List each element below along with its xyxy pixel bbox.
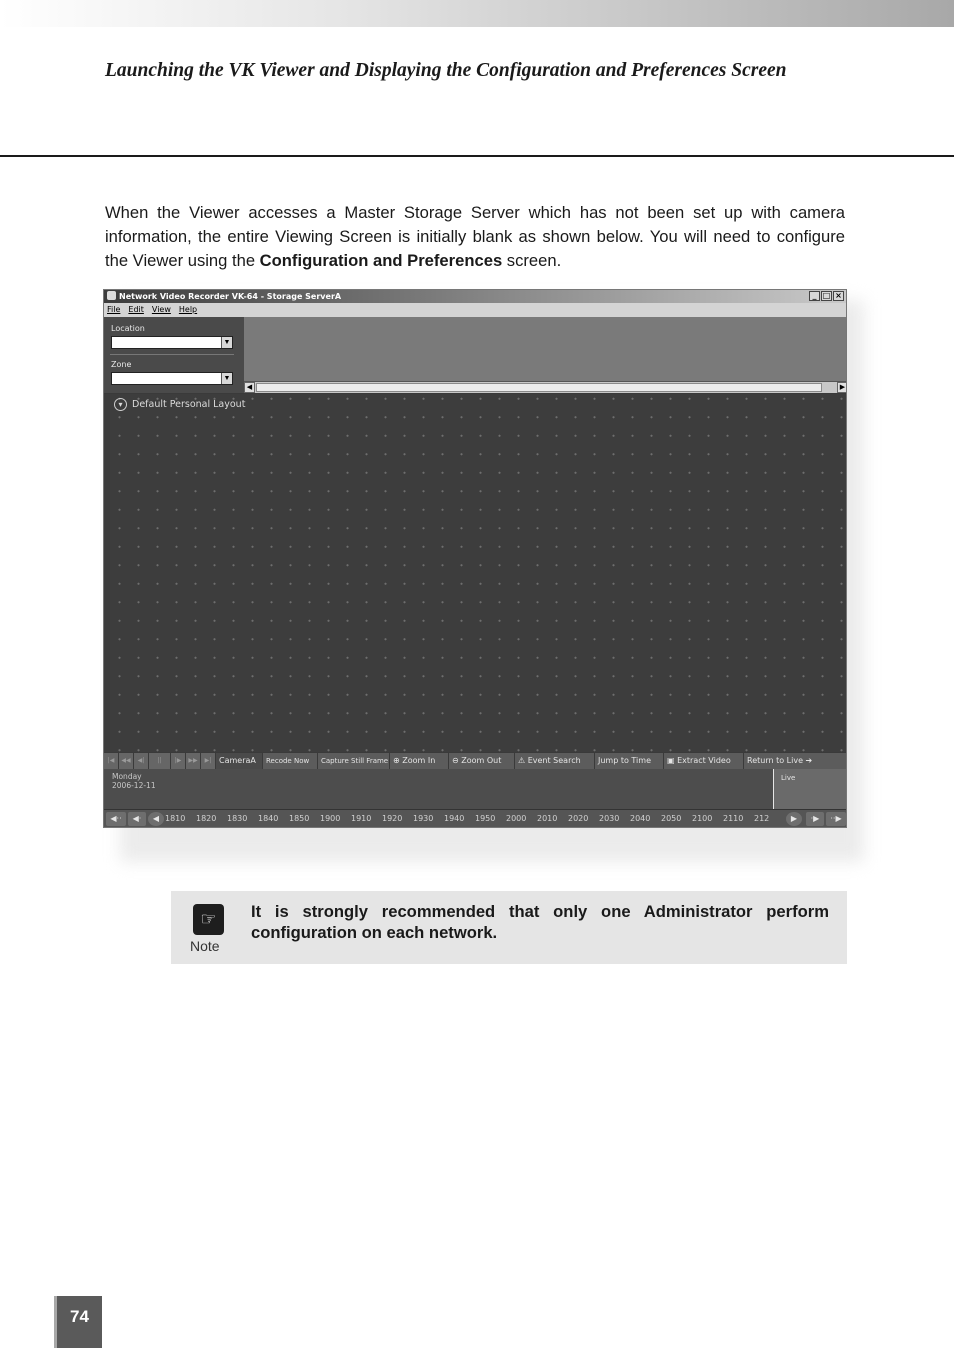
timeline-tick-label: 2100: [692, 814, 713, 823]
jump-back-far-icon[interactable]: ◀··: [106, 812, 126, 826]
note-box: [171, 891, 847, 964]
jump-forward-far-icon[interactable]: ··▶: [826, 812, 846, 826]
timeline-tick-label: 1910: [351, 814, 372, 823]
rewind-icon[interactable]: ◀◀: [119, 753, 134, 769]
location-dropdown[interactable]: [111, 336, 233, 349]
chevron-down-icon: ▼: [221, 373, 232, 384]
camera-name-field: CameraA: [216, 753, 263, 769]
timeline-cursor[interactable]: [773, 769, 774, 809]
timeline-tick-label: 2040: [630, 814, 651, 823]
top-gradient-band: [0, 0, 954, 27]
timeline-tick-label: 2020: [568, 814, 589, 823]
intro-paragraph: [105, 201, 845, 273]
window-title: Network Video Recorder VK-64 - Storage ServerA: [119, 292, 342, 301]
page-header-title: Launching the VK Viewer and Displaying the Configuration and Preferences Screen: [105, 60, 787, 81]
zoom-out-label: Zoom Out: [461, 756, 502, 765]
step-back-icon[interactable]: ◀|: [134, 753, 149, 769]
return-to-live-label: Return to Live: [747, 756, 803, 765]
timeline-ruler[interactable]: [104, 809, 847, 828]
chevron-down-icon: ▼: [221, 337, 232, 348]
camera-app-icon: [107, 291, 116, 300]
collapse-icon[interactable]: ▾: [114, 398, 127, 411]
control-bar: [104, 753, 847, 769]
zone-dropdown[interactable]: [111, 372, 233, 385]
capture-still-frame-button[interactable]: Capture Still Frame: [318, 753, 390, 769]
video-layout-area[interactable]: [104, 394, 847, 752]
timeline-tick-label: 1810: [165, 814, 186, 823]
menu-file[interactable]: File: [107, 305, 121, 314]
close-button[interactable]: ×: [833, 291, 844, 301]
menu-help[interactable]: Help: [178, 305, 198, 314]
timeline-tick-label: 2010: [537, 814, 558, 823]
save-icon: ▣: [667, 756, 678, 765]
zoom-out-icon: ⊖: [452, 756, 462, 765]
timeline-tick-label: 1840: [258, 814, 279, 823]
timeline-tick-label: 1920: [382, 814, 403, 823]
viewer-screenshot: [103, 289, 847, 828]
timeline-tick-label: 2110: [723, 814, 744, 823]
maximize-button[interactable]: □: [822, 291, 831, 300]
location-label: Location: [111, 324, 145, 333]
horizontal-scrollbar[interactable]: [244, 381, 847, 393]
scroll-right-icon[interactable]: ▶: [837, 382, 847, 393]
timeline-tick-label: 1950: [475, 814, 496, 823]
window-buttons: [809, 291, 844, 301]
jump-forward-icon[interactable]: ·▶: [806, 812, 824, 826]
zoom-in-button[interactable]: [390, 753, 449, 769]
extract-video-label: Extract Video: [677, 756, 731, 765]
camera-list-area: [244, 317, 847, 381]
header-divider: [0, 155, 954, 157]
layout-title: Default Personal Layout: [132, 399, 246, 410]
timeline-tick-label: 212: [754, 814, 770, 823]
intro-bold-term: Configuration and Preferences: [259, 251, 503, 270]
scroll-left-icon[interactable]: ◀: [244, 382, 255, 393]
extract-video-button[interactable]: [664, 753, 744, 769]
zoom-out-button[interactable]: [449, 753, 515, 769]
location-zone-panel: [104, 317, 244, 393]
jump-to-time-button[interactable]: Jump to Time: [595, 753, 664, 769]
timeline-day: Monday: [112, 772, 142, 781]
step-forward-icon[interactable]: |▶: [171, 753, 186, 769]
alert-icon: ⚠: [518, 756, 528, 765]
skip-end-icon[interactable]: ▶|: [201, 753, 216, 769]
timeline-tick-label: 1930: [413, 814, 434, 823]
event-search-button[interactable]: [515, 753, 595, 769]
timeline-tick-label: 1850: [289, 814, 310, 823]
page-number: 74: [54, 1296, 102, 1348]
timeline-tick-label: 2050: [661, 814, 682, 823]
note-text: It is strongly recommended that only one Administrator perform configuration on each network.: [251, 902, 829, 942]
note-label: Note: [190, 938, 220, 954]
timeline-tick-label: 2030: [599, 814, 620, 823]
timeline-date: [112, 772, 156, 790]
pause-icon[interactable]: ||: [149, 753, 171, 769]
step-forward-time-icon[interactable]: ▶: [786, 812, 802, 826]
event-search-label: Event Search: [527, 756, 581, 765]
zone-label: Zone: [111, 360, 132, 369]
timeline-tick-label: 2000: [506, 814, 527, 823]
scrollbar-thumb[interactable]: [256, 383, 822, 392]
minimize-button[interactable]: _: [809, 291, 820, 301]
pointing-hand-icon: ☞: [193, 904, 224, 935]
zoom-in-label: Zoom In: [402, 756, 436, 765]
timeline-tick-label: 1900: [320, 814, 341, 823]
jump-back-icon[interactable]: ◀·: [128, 812, 146, 826]
skip-start-icon[interactable]: |◀: [104, 753, 119, 769]
timeline-tick-label: 1830: [227, 814, 248, 823]
fast-forward-icon[interactable]: ▶▶: [186, 753, 201, 769]
timeline-tick-label: 1820: [196, 814, 217, 823]
intro-text-start: When the Viewer accesses a Master Storage Server which has not been set up with camera information, the entire Viewing Screen is initially blank as shown below. You will need to configure the Viewer using the: [105, 203, 845, 270]
menu-view[interactable]: View: [151, 305, 171, 314]
live-label: Live: [781, 774, 796, 782]
arrow-right-icon: ➔: [803, 756, 813, 765]
intro-text-end: screen.: [502, 251, 562, 270]
return-to-live-button[interactable]: [744, 753, 847, 769]
timeline-date-value: 2006-12-11: [112, 781, 156, 790]
record-now-button[interactable]: Recode Now: [263, 753, 318, 769]
panel-divider: [110, 354, 234, 355]
window-titlebar: [104, 290, 846, 303]
menu-bar: [104, 303, 846, 317]
step-back-time-icon[interactable]: ◀: [148, 812, 164, 826]
menu-edit[interactable]: Edit: [128, 305, 144, 314]
zoom-in-icon: ⊕: [393, 756, 403, 765]
layout-header[interactable]: [114, 398, 245, 411]
timeline-tick-label: 1940: [444, 814, 465, 823]
timeline-area[interactable]: [104, 769, 847, 809]
